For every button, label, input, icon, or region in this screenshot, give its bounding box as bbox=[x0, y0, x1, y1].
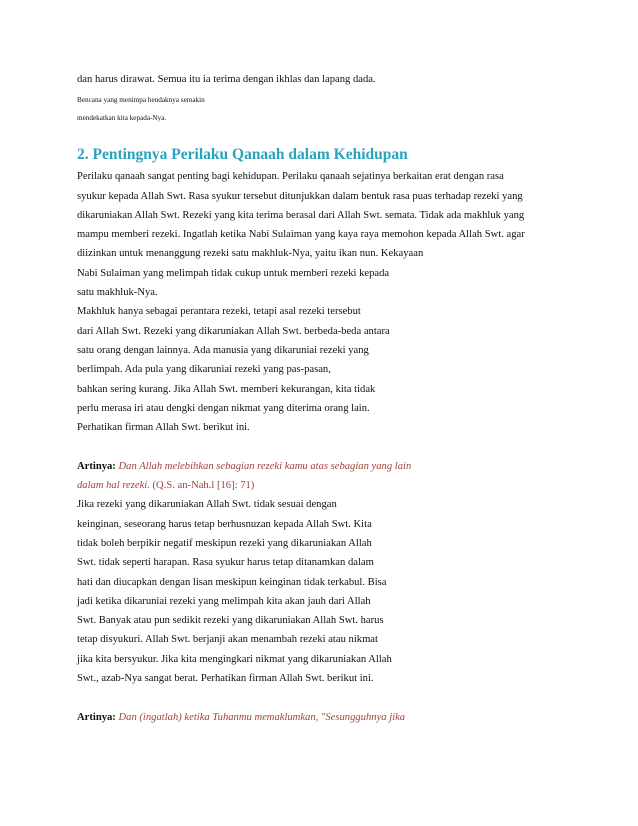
paragraph-line: satu orang dengan lainnya. Ada manusia yang dikaruniai rezeki yang bbox=[77, 344, 369, 356]
quote-line bbox=[77, 708, 577, 727]
paragraph-line: syukur kepada Allah Swt. Rasa syukur tersebut ditunjukkan dalam bentuk rasa puas terhadap rezeki yang bbox=[77, 190, 523, 202]
paragraph-line: jika kita bersyukur. Jika kita mengingkari nikmat yang dikaruniakan Allah bbox=[77, 653, 392, 665]
paragraph-line: tidak boleh berpikir negatif meskipun rezeki yang dikaruniakan Allah bbox=[77, 537, 372, 549]
paragraph-line: Swt. Banyak atau pun sedikit rezeki yang dikaruniakan Allah Swt. harus bbox=[77, 615, 384, 627]
document-page bbox=[77, 70, 577, 727]
paragraph-line: berlimpah. Ada pula yang dikaruniai rezeki yang pas-pasan, bbox=[77, 364, 331, 376]
quote-label: Artinya: bbox=[77, 460, 116, 472]
quote-line bbox=[77, 457, 577, 476]
paragraph-line: keinginan, seseorang harus tetap berhusnuzan kepada Allah Swt. Kita bbox=[77, 518, 372, 530]
paragraph-line: dari Allah Swt. Rezeki yang dikaruniakan Allah Swt. berbeda-beda antara bbox=[77, 325, 390, 337]
paragraph-line: hati dan diucapkan dengan lisan meskipun keinginan tidak terkabul. Bisa bbox=[77, 576, 387, 588]
paragraph-line: Swt., azab-Nya sangat berat. Perhatikan firman Allah Swt. berikut ini. bbox=[77, 673, 374, 685]
paragraph-line: dikaruniakan Allah Swt. Rezeki yang kita terima berasal dari Allah Swt. semata. Tidak ada makhluk yang bbox=[77, 209, 525, 221]
paragraph-line: satu makhluk-Nya. bbox=[77, 287, 158, 299]
quote-reference: (Q.S. an-Nah.l [16]: 71) bbox=[149, 480, 255, 492]
paragraph-line: Makhluk hanya sebagai perantara rezeki, tetapi asal rezeki tersebut bbox=[77, 306, 361, 318]
paragraph-line: Swt. tidak seperti harapan. Rasa syukur harus tetap ditanamkan dalam bbox=[77, 557, 374, 569]
top-line: dan harus dirawat. Semua itu ia terima dengan ikhlas dan lapang dada. bbox=[77, 74, 376, 85]
paragraph-line: Nabi Sulaiman yang melimpah tidak cukup untuk memberi rezeki kepada bbox=[77, 267, 390, 279]
paragraph-line: Perhatikan firman Allah Swt. berikut ini. bbox=[77, 422, 250, 434]
small-note-line-2: mendekatkan kita kepada-Nya. bbox=[77, 114, 167, 123]
paragraph-1 bbox=[77, 167, 577, 437]
paragraph-2 bbox=[77, 495, 577, 688]
quote-text: Dan Allah melebihkan sebagian rezeki kamu atas sebagian yang lain bbox=[118, 460, 412, 472]
quote-text: Dan (ingatlah) ketika Tuhanmu memaklumkan, "Sesungguhnya jika bbox=[118, 711, 406, 723]
quote-text: dalam hal rezeki. bbox=[77, 480, 150, 492]
quote-1 bbox=[77, 457, 577, 496]
paragraph-line: perlu merasa iri atau dengki dengan nikmat yang diterima orang lain. bbox=[77, 402, 370, 414]
section-heading: 2. Pentingnya Perilaku Qanaah dalam Kehidupan bbox=[77, 146, 408, 164]
paragraph-line: Jika rezeki yang dikaruniakan Allah Swt. tidak sesuai dengan bbox=[77, 499, 337, 511]
quote-line bbox=[77, 476, 577, 495]
quote-label: Artinya: bbox=[77, 711, 116, 723]
paragraph-line: jadi ketika dikaruniai rezeki yang melimpah kita akan jauh dari Allah bbox=[77, 595, 371, 607]
paragraph-line: mampu memberi rezeki. Ingatlah ketika Nabi Sulaiman yang kaya raya memohon kepada Allah Swt. agar bbox=[77, 229, 525, 241]
small-note-line-1: Bencana yang menimpa hendaknya semakin bbox=[77, 96, 205, 105]
quote-2 bbox=[77, 708, 577, 727]
paragraph-line: diizinkan untuk menanggung rezeki satu makhluk-Nya, yaitu ikan nun. Kekayaan bbox=[77, 248, 424, 260]
paragraph-line: Perilaku qanaah sangat penting bagi kehidupan. Perilaku qanaah sejatinya berkaitan erat dengan rasa bbox=[77, 171, 504, 183]
paragraph-line: tetap disyukuri. Allah Swt. berjanji akan menambah rezeki atau nikmat bbox=[77, 634, 378, 646]
paragraph-line: bahkan sering kurang. Jika Allah Swt. memberi kekurangan, kita tidak bbox=[77, 383, 376, 395]
